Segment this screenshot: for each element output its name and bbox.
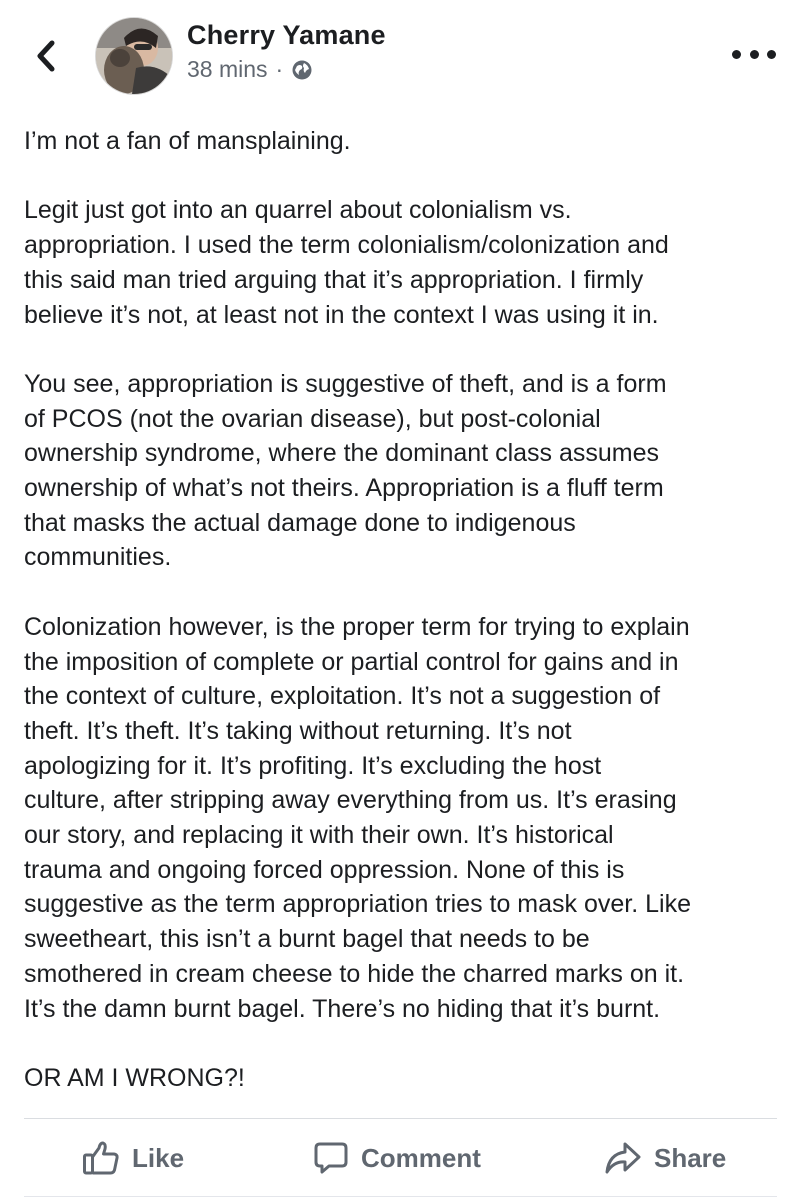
- post-line: sweetheart, this isn’t a burnt bagel that needs to be: [24, 925, 590, 954]
- post-line: this said man tried arguing that it’s appropriation. I firmly: [24, 265, 644, 294]
- meta-separator: ·: [275, 56, 284, 82]
- post-line: You see, appropriation is suggestive of theft, and is a form: [24, 369, 667, 398]
- post-line: that masks the actual damage done to indigenous: [24, 508, 576, 537]
- author-name[interactable]: Cherry Yamane: [187, 20, 386, 50]
- post-line: the imposition of complete or partial control for gains and in: [24, 647, 679, 676]
- comment-icon: [313, 1140, 349, 1176]
- post-line: I’m not a fan of mansplaining.: [24, 127, 351, 155]
- more-dot-icon: [732, 50, 741, 59]
- avatar[interactable]: [95, 17, 173, 95]
- post-actions: [0, 1120, 801, 1198]
- post-line: trauma and ongoing forced oppression. None of this is: [24, 855, 625, 884]
- post-line: the context of culture, exploitation. It’s not a suggestion of: [24, 682, 661, 711]
- post-line: It’s the damn burnt bagel. There’s no hiding that it’s burnt.: [24, 994, 661, 1023]
- post-line: ownership syndrome, where the dominant class assumes: [24, 439, 660, 468]
- more-dot-icon: [750, 50, 759, 59]
- post-line: Legit just got into an quarrel about colonialism vs.: [24, 196, 572, 225]
- more-options-button[interactable]: [732, 44, 776, 64]
- post-meta: [187, 56, 313, 83]
- post-header: [0, 0, 801, 110]
- thumbs-up-icon: [82, 1140, 120, 1176]
- actions-divider: [24, 1118, 777, 1119]
- post-line: theft. It’s theft. It’s taking without returning. It’s not: [24, 716, 572, 745]
- post-line: our story, and replacing it with their own. It’s historical: [24, 821, 614, 850]
- share-arrow-icon: [604, 1140, 642, 1176]
- post-line: of PCOS (not the ovarian disease), but post-colonial: [24, 404, 601, 433]
- more-dot-icon: [767, 50, 776, 59]
- post-line: apologizing for it. It’s profiting. It’s excluding the host: [24, 751, 602, 780]
- post-body: [24, 124, 784, 1130]
- post-line: believe it’s not, at least not in the context I was using it in.: [24, 300, 659, 329]
- post-paragraph: [24, 1061, 784, 1096]
- avatar-photo: [96, 18, 172, 94]
- share-button[interactable]: [604, 1136, 726, 1180]
- share-label: Share: [654, 1142, 727, 1173]
- post-line: smothered in cream cheese to hide the charred marks on it.: [24, 959, 685, 988]
- like-label: Like: [132, 1142, 185, 1173]
- post-paragraph: [24, 367, 784, 575]
- post-line: Colonization however, is the proper term for trying to explain: [24, 612, 690, 641]
- post-line: appropriation. I used the term colonialism/colonization and: [24, 231, 669, 260]
- post-time[interactable]: 38 mins: [187, 56, 268, 82]
- post-paragraph: [24, 610, 784, 1026]
- post-line: suggestive as the term appropriation tries to mask over. Like: [24, 890, 691, 919]
- comment-button[interactable]: [313, 1136, 481, 1180]
- post-line: culture, after stripping away everything from us. It’s erasing: [24, 786, 677, 815]
- post-line: communities.: [24, 543, 172, 572]
- globe-icon: [291, 59, 313, 81]
- bottom-divider: [24, 1196, 777, 1197]
- post-line: OR AM I WRONG?!: [24, 1063, 245, 1092]
- comment-label: Comment: [361, 1142, 481, 1173]
- post-paragraph: [24, 124, 784, 159]
- chevron-left-icon: [35, 39, 57, 73]
- back-button[interactable]: [28, 36, 64, 76]
- post-line: ownership of what’s not theirs. Appropriation is a fluff term: [24, 474, 664, 502]
- post-paragraph: [24, 193, 784, 332]
- like-button[interactable]: [82, 1136, 184, 1180]
